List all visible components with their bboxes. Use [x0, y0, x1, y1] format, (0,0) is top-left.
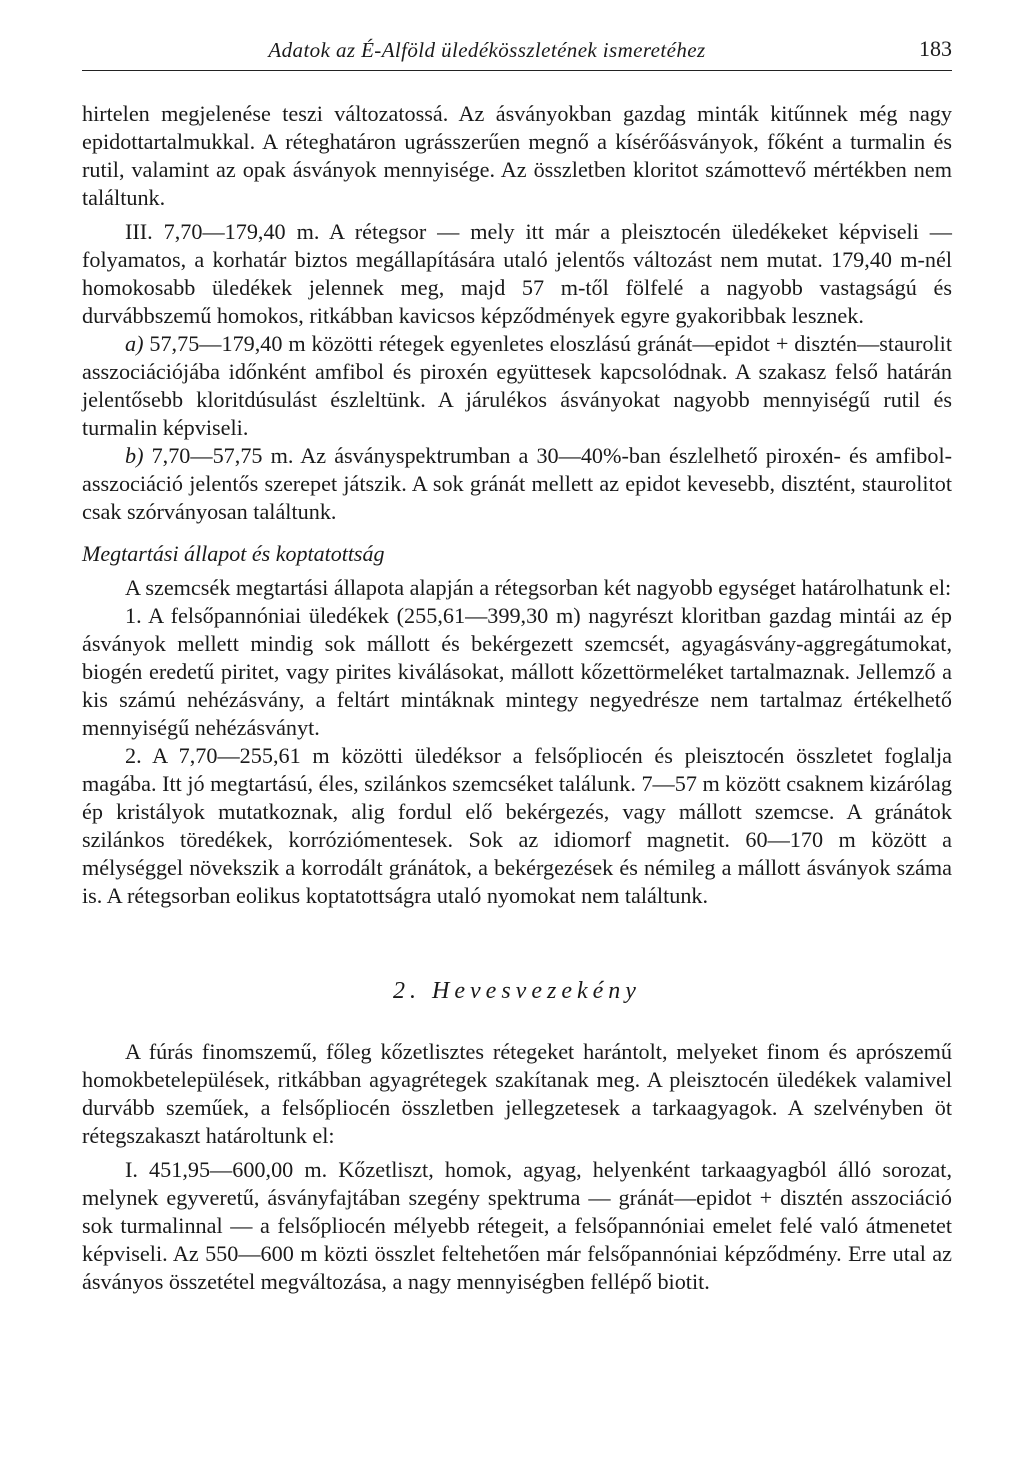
paragraph-continuation: hirtelen megjelenése teszi változatossá. Az ásványokban gazdag minták kitűnnek még nagy epidottartalmukkal. A réteghatáron ugrásszerűen megnő a kísérőásványok, főként a turmalin és rutil, valamint az opak ásványok mennyisége. Az összletben kloritot számottevő mértékben nem találtunk. [82, 101, 952, 210]
running-header [82, 34, 952, 68]
section-paragraph-2: 2. A 7,70—255,61 m közötti üledéksor a felsőpliocén és pleisztocén összletet foglalja magába. Itt jó megtartású, éles, szilánkos szemcséket találunk. 7—57 m között csaknem kizárólag ép kristályok mutatkoznak, alig fordul elő bekérgezés, vagy mállott szemcse. A gránátok szilánkos töredékek, korróziómentesek. Sok az idiomorf magnetit. 60—170 m között a mélységgel növekszik a korrodált gránátok, a bekérgezések és némileg a mállott ásványok száma is. A rétegsorban eolikus koptatottságra utaló nyomokat nem találtunk. [82, 743, 952, 908]
sub-b-label: b) [125, 443, 144, 468]
header-rule [82, 70, 952, 71]
paragraph-section-iii: III. 7,70—179,40 m. A rétegsor — mely itt már a pleisztocén üledékeket képviseli — folyamatos, a korhatár biztos megállapítására utaló jelentős változást nem mutat. 179,40 m-nél homokosabb üledékek jelennek meg, majd 57 m-től fölfelé a nagyobb vastagságú és durvábbszemű homokos, ritkábban kavicsos képződmények egyre gyakoribbak lesznek. [82, 219, 952, 328]
section-paragraph-intro: A szemcsék megtartási állapota alapján a rétegsorban két nagyobb egységet határolhatunk el: [125, 575, 952, 600]
sub-a-label: a) [125, 331, 144, 356]
chapter-paragraph-intro: A fúrás finomszemű, főleg kőzetlisztes rétegeket harántolt, melyeket finom és aprószemű homokbetelepülések, ritkábban agyagrétegek szakítanak meg. A pleisztocén üledékek valamivel durvább szeműek, a felsőpliocén összletben jellegzetesek a tarkaagyagok. A szelvényben öt rétegszakaszt határoltunk el: [82, 1039, 952, 1148]
page-number: 183 [919, 36, 952, 61]
section-heading: Megtartási állapot és koptatottság [82, 541, 385, 566]
chapter-paragraph-i: I. 451,95—600,00 m. Kőzetliszt, homok, agyag, helyenként tarkaagyagból álló sorozat, melynek egyveretű, ásványfajtában szegény spektruma — gránát—epidot + disztén asszociáció sok turmalinnal — a felsőpliocén mélyebb rétegeit, a felsőpannóniai emelet felé való átmenetet képviseli. Az 550—600 m közti összlet feltehetően már felsőpannóniai képződmény. Erre utal az ásványos összetétel megváltozása, a nagy mennyiségben fellépő biotit. [82, 1157, 952, 1294]
paragraph-sub-a [82, 330, 952, 442]
page-body [82, 100, 952, 1296]
paragraph-sub-b [82, 442, 952, 526]
running-title: Adatok az É-Alföld üledékösszletének ismeretéhez [268, 38, 706, 62]
chapter-heading: 2. Hevesvezekény [393, 978, 641, 1004]
document-page [82, 34, 952, 1296]
section-paragraph-1: 1. A felsőpannóniai üledékek (255,61—399,30 m) nagyrészt kloritban gazdag mintái az ép ásványok mellett mindig sok mállott és bekérgezett szemcsét, agyagásvány-aggregátumokat, biogén eredetű piritet, vagy pirites kiválásokat, mállott kőzettörmeléket tartalmaznak. Jellemző a kis számú nehézásvány, a feltárt mintáknak mintegy negyedrésze nem tartalmaz értékelhető mennyiségű nehézásványt. [82, 603, 952, 740]
sub-b-text: 7,70—57,75 m. Az ásványspektrumban a 30—40%-ban észlelhető piroxén- és amfibol-asszociáció jelentős szerepet játszik. A sok gránát mellett az epidot kevesebb, disztént, staurolitot csak szórványosan találtunk. [82, 443, 952, 524]
sub-a-text: 57,75—179,40 m közötti rétegek egyenletes eloszlású gránát—epidot + disztén—staurolit asszociációjába időnként amfibol és piroxén együttesek kapcsolódnak. A szakasz felső határán jelentősebb kloritdúsulást észleltünk. A járulékos ásványokat nagyobb mennyiségű rutil és turmalin képviseli. [82, 331, 952, 440]
